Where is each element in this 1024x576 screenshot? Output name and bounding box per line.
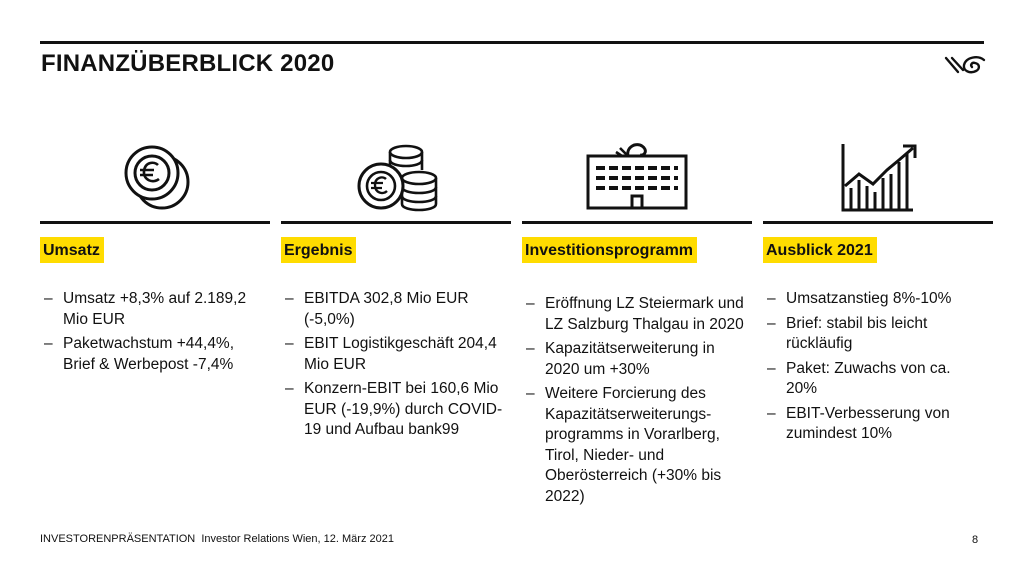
growth-chart-icon — [763, 140, 993, 216]
bullet-list — [40, 289, 270, 379]
list-item: – Eröffnung LZ Steiermark und LZ Salzburg Thalgau in 2020 — [526, 295, 744, 333]
bullet-list — [281, 289, 511, 445]
column-ausblick-2021 — [763, 0, 993, 576]
column-heading: Ergebnis — [281, 237, 356, 263]
page-number: 8 — [972, 534, 979, 546]
column-rule — [763, 221, 993, 224]
footer-text: Investor Relations Wien, 12. März 2021 — [201, 533, 394, 545]
footer — [40, 533, 394, 545]
column-rule — [40, 221, 270, 224]
logistics-center-icon — [522, 140, 752, 216]
bullet-list — [763, 289, 985, 449]
list-item: – Umsatzanstieg 8%-10% — [767, 290, 952, 307]
list-item: – Paket: Zuwachs von ca. 20% — [767, 359, 951, 397]
euro-coins-icon — [40, 140, 270, 216]
column-ergebnis — [281, 0, 511, 576]
list-item: – Konzern-EBIT bei 160,6 Mio EUR (-19,9%) durch COVID-19 und Aufbau bank99 — [285, 380, 503, 438]
page-title: FINANZÜBERBLICK 2020 — [41, 50, 335, 77]
column-heading: Ausblick 2021 — [763, 237, 877, 263]
list-item: – Weitere Forcierung des Kapazitätserweiterungs-programms in Vorarlberg, Tirol, Nieder- und Oberösterreich (+30% bis 2022) — [526, 385, 722, 505]
list-item: – Umsatz +8,3% auf 2.189,2 Mio EUR — [44, 290, 247, 328]
bullet-list — [522, 294, 744, 511]
list-item: – Kapazitätserweiterung in 2020 um +30% — [526, 340, 715, 378]
column-investitionsprogramm — [522, 0, 752, 576]
column-umsatz — [40, 0, 270, 576]
list-item: – Paketwachstum +44,4%, Brief & Werbepost -7,4% — [44, 335, 235, 373]
footer-label: INVESTORENPRÄSENTATION — [40, 533, 196, 545]
list-item: – Brief: stabil bis leicht rückläufig — [767, 314, 928, 352]
list-item: – EBIT Logistikgeschäft 204,4 Mio EUR — [285, 335, 497, 373]
column-heading: Investitionsprogramm — [522, 237, 697, 263]
coin-stacks-icon — [281, 140, 511, 216]
list-item: – EBIT-Verbesserung von zumindest 10% — [767, 404, 950, 442]
list-item: – EBITDA 302,8 Mio EUR (-5,0%) — [285, 290, 469, 328]
column-heading: Umsatz — [40, 237, 104, 263]
column-rule — [281, 221, 511, 224]
column-rule — [522, 221, 752, 224]
